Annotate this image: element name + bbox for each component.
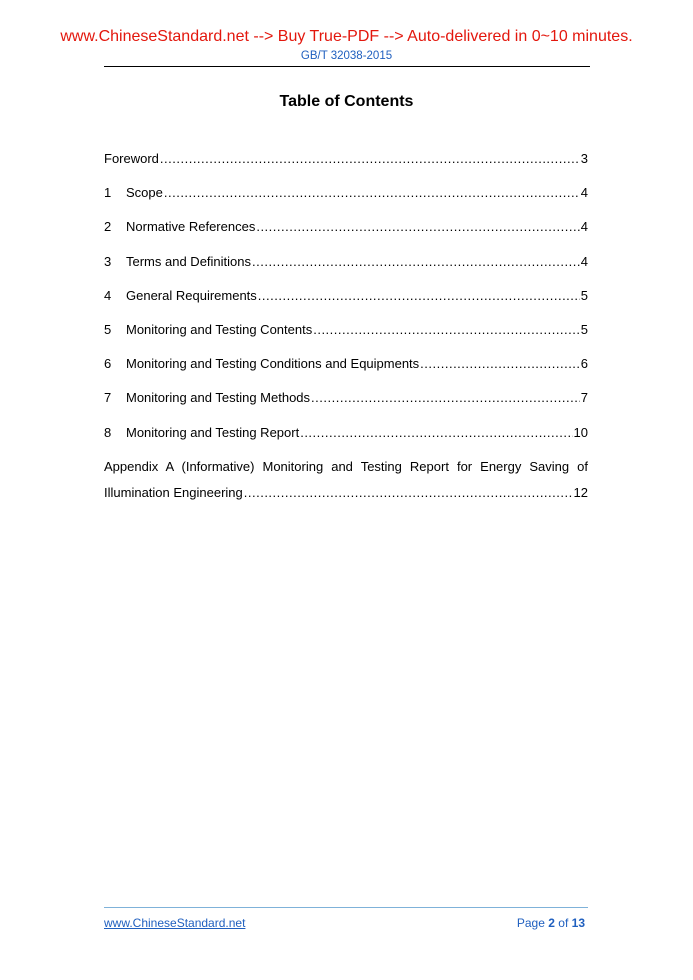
toc-dot-leader <box>258 287 580 305</box>
page-of-label: of <box>558 916 569 930</box>
toc-entry-page: 4 <box>580 253 588 269</box>
toc-entry-label: Foreword <box>104 151 159 166</box>
toc-entry-label: Terms and Definitions <box>126 253 251 269</box>
toc-entry-number: 6 <box>104 356 112 372</box>
toc-entry-normative-references[interactable] <box>104 218 588 252</box>
toc-appendix-title-line2-row <box>104 484 588 518</box>
toc-entry-number: 1 <box>104 185 112 201</box>
table-of-contents <box>104 150 588 518</box>
toc-entry-label: Monitoring and Testing Report <box>126 424 300 440</box>
toc-dot-leader <box>311 389 580 407</box>
toc-entry-appendix-a[interactable] <box>104 458 588 518</box>
standard-code: GB/T 32038-2015 <box>300 50 393 62</box>
toc-dot-leader <box>256 218 579 236</box>
toc-dot-leader <box>244 484 573 502</box>
page-prefix: Page <box>516 916 545 930</box>
promo-banner[interactable]: www.ChineseStandard.net --> Buy True-PDF --> Auto-delivered in 0~10 minutes. <box>60 28 633 45</box>
header-divider <box>104 66 590 67</box>
toc-entry-testing-methods[interactable] <box>104 389 588 423</box>
toc-entry-number: 5 <box>104 321 112 337</box>
toc-entry-number: 2 <box>104 219 112 235</box>
toc-dot-leader <box>252 253 580 271</box>
toc-dot-leader <box>313 321 580 339</box>
toc-entry-page: 4 <box>580 185 588 201</box>
toc-dot-leader <box>420 355 580 373</box>
toc-appendix-title-line1: Appendix A (Informative) Monitoring and Testing Report for Energy Saving of <box>104 458 588 474</box>
toc-entry-testing-contents[interactable] <box>104 321 588 355</box>
footer-website-link[interactable]: www.ChineseStandard.net <box>104 916 246 930</box>
footer-divider <box>104 907 588 908</box>
toc-entry-label: General Requirements <box>126 287 257 303</box>
toc-title: Table of Contents <box>279 93 414 110</box>
toc-entry-label: Monitoring and Testing Methods <box>126 390 311 406</box>
toc-entry-label: Normative References <box>126 219 256 235</box>
toc-entry-page: 7 <box>580 390 588 406</box>
toc-entry-number: 4 <box>104 287 112 303</box>
toc-entry-page: 12 <box>573 484 588 500</box>
current-page-number: 2 <box>548 916 555 930</box>
toc-entry-terms-and-definitions[interactable] <box>104 253 588 287</box>
toc-entry-page: 10 <box>573 424 588 440</box>
page-indicator <box>517 916 585 930</box>
toc-dot-leader <box>160 150 580 168</box>
toc-entry-testing-report[interactable] <box>104 424 588 458</box>
toc-entry-label: Monitoring and Testing Contents <box>126 321 313 337</box>
toc-entry-page: 5 <box>580 321 588 337</box>
total-page-count: 13 <box>571 916 585 930</box>
toc-entry-conditions-and-equipments[interactable] <box>104 355 588 389</box>
toc-appendix-title-line2: Illumination Engineering <box>104 484 243 500</box>
toc-entry-label: Monitoring and Testing Conditions and Equipments <box>126 356 420 372</box>
toc-entry-number: 3 <box>104 253 112 269</box>
toc-entry-page: 5 <box>580 287 588 303</box>
toc-dot-leader <box>164 184 580 202</box>
toc-dot-leader <box>300 424 572 442</box>
toc-entry-page: 3 <box>580 151 588 166</box>
toc-entry-page: 4 <box>580 219 588 235</box>
toc-entry-foreword[interactable] <box>104 150 588 184</box>
toc-entry-general-requirements[interactable] <box>104 287 588 321</box>
toc-entry-scope[interactable] <box>104 184 588 218</box>
toc-entry-number: 7 <box>104 390 112 406</box>
toc-entry-label: Scope <box>126 185 163 201</box>
toc-entry-page: 6 <box>580 356 588 372</box>
toc-entry-number: 8 <box>104 424 112 440</box>
